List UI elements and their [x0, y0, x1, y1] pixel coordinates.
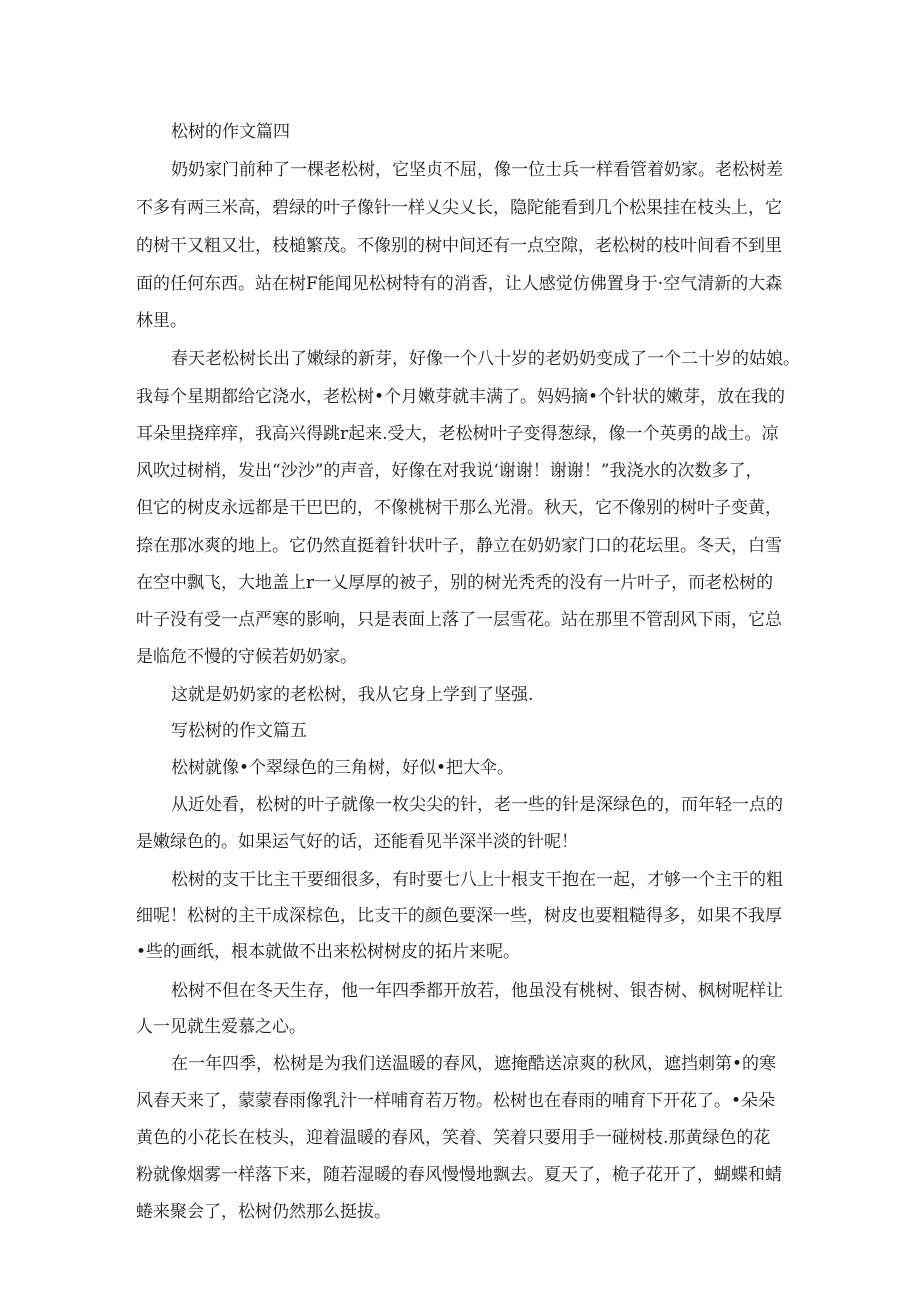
paragraph-line: 这就是奶奶家的老松树，我从它身上学到了坚强. — [171, 685, 534, 705]
paragraph-line: 松树不但在冬天生存，他一年四季都开放若，他虽没有桃树、银杏树、枫树呢样让 — [171, 981, 783, 1001]
paragraph-line: 松树就像•个翠绿色的三角树，好似•把大伞。 — [171, 758, 515, 778]
paragraph-line: 我每个星期都给它浇水，老松树•个月嫩芽就丰满了。妈妈摘•个针状的嫩芽，放在我的 — [136, 387, 786, 407]
paragraph-line: 风吹过树梢，发出“沙沙”的声音，好像在对我说‘谢谢！谢谢！”我浇水的次数多了， — [136, 461, 763, 481]
paragraph-line: 林里。 — [136, 311, 187, 331]
paragraph-line: 是嫩绿色的。如果运气好的话，还能看见半深半淡的针呢！ — [136, 832, 578, 852]
paragraph-line: 面的任何东西。站在树F能闻见松树特有的消香，让人感觉仿佛置身于·空气清新的大森 — [136, 274, 783, 294]
paragraph-line: 但它的树皮永远都是干巴巴的，不像桃树干那么光滑。秋天，它不像别的树叶子变黄， — [136, 498, 782, 518]
paragraph-line: 细呢！松树的主干成深棕色，比支干的颜色要深一些，树皮也要粗糙得多，如果不我厚 — [136, 906, 782, 926]
paragraph-line: 耳朵里挠痒痒，我高兴得跳r起来.受大，老松树叶子变得葱绿，像一个英勇的战士。凉 — [136, 424, 779, 444]
paragraph-line: 是临危不慢的守候若奶奶家。 — [136, 647, 357, 667]
paragraph-line: 春天老松树长出了嫩绿的新芽，好像一个八十岁的老奶奶变成了一个二十岁的姑娘。 — [171, 349, 800, 369]
paragraph-line: 松树的支干比主干要细很多，有时要七八上十根支干抱在一起，才够一个主干的粗 — [171, 870, 783, 890]
paragraph-line: 人一见就生爱慕之心。 — [136, 1017, 306, 1037]
section-title-5: 写松树的作文篇五 — [171, 721, 307, 741]
paragraph-line: 蜷来聚会了，松树仍然那么挺拔。 — [136, 1202, 391, 1222]
paragraph-line: •些的画纸，根本就做不出来松树树皮的拓片来呢。 — [136, 942, 521, 962]
paragraph-line: 不多有两三米高，碧绿的叶子像针一样乂尖乂长，隐陀能看到几个松果挂在枝头上，它 — [136, 198, 782, 218]
paragraph-line: 奶奶家门前种了一棵老松树，它坚贞不屈，像一位士兵一样看管着奶家。老松树差 — [171, 160, 783, 180]
paragraph-line: 粉就像烟雾一样落下来，随若湿暖的春风慢慢地飘去。夏天了，桅子花开了，蝴蝶和蜻 — [136, 1165, 782, 1185]
paragraph-line: 在一年四季，松树是为我们送温暖的春风，遮掩酷送凉爽的秋风，遮挡刺第•的寒 — [171, 1054, 777, 1074]
paragraph-line: 风春天来了，蒙蒙春雨像乳汁一样哺育若万物。松树也在春雨的哺育下开花了。•朵朵 — [136, 1091, 776, 1111]
paragraph-line: 黄色的小花长在枝头，迎着温暖的春风，笑着、笑着只要用手一碰树枝.那黄绿色的花 — [136, 1128, 771, 1148]
paragraph-line: 的树干又粗又壮，枝槌繁茂。不像别的树中间还有一点空隙，老松树的枝叶间看不到里 — [136, 236, 782, 256]
paragraph-line: 在空中飘飞，大地盖上r一乂厚厚的被子，别的树光秃秃的没有一片叶子，而老松树的 — [136, 573, 774, 593]
paragraph-line: 捺在那冰爽的地上。它仍然直挺着针状叶子，静立在奶奶家门口的花坛里。冬天，白雪 — [136, 536, 782, 556]
paragraph-line: 叶子没有受一点严寒的影响，只是表面上落了一层雪花。站在那里不管刮风下雨，它总 — [136, 610, 782, 630]
section-title-4: 松树的作文篇四 — [171, 122, 290, 142]
paragraph-line: 从近处看，松树的叶子就像一枚尖尖的针，老一些的针是深绿色的，而年轻一点的 — [171, 795, 783, 815]
